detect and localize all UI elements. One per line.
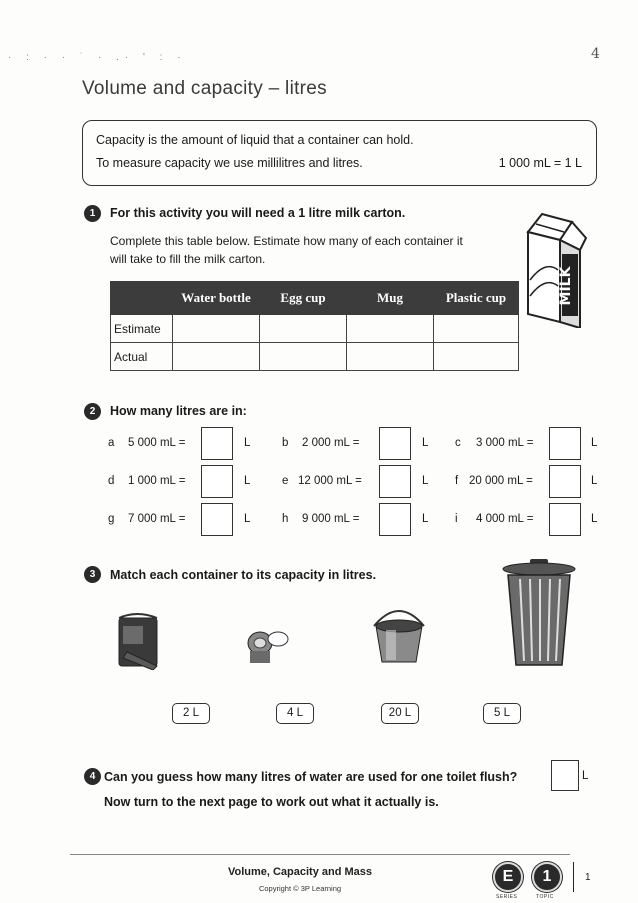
answer-box-b[interactable] — [379, 427, 411, 460]
item-letter: e — [282, 475, 289, 487]
footer-title: Volume, Capacity and Mass — [227, 866, 373, 878]
item-letter: b — [282, 437, 289, 449]
actual-plastic-cup-cell[interactable] — [434, 343, 519, 371]
estimate-water-bottle-cell[interactable] — [173, 315, 260, 343]
question-1-line-1: Complete this table below. Estimate how many of each container it — [110, 234, 463, 248]
footer-divider — [70, 854, 570, 855]
table-header-egg-cup: Egg cup — [260, 282, 347, 315]
toilet-flush-answer-box[interactable] — [551, 760, 579, 791]
question-1-instructions — [110, 232, 463, 268]
series-badge: E — [493, 862, 523, 892]
item-expression: 3 000 mL = — [476, 437, 534, 449]
capacity-option-5l[interactable]: 5 L — [483, 703, 521, 724]
item-expression: 2 000 mL = — [302, 437, 360, 449]
page-title: Volume and capacity – litres — [82, 78, 327, 99]
unit-label: L — [244, 475, 251, 487]
table-header-water-bottle: Water bottle — [173, 282, 260, 315]
item-expression: 20 000 mL = — [469, 475, 533, 487]
unit-label: L — [244, 513, 251, 525]
rubbish-bin-icon — [500, 557, 578, 669]
estimate-plastic-cup-cell[interactable] — [434, 315, 519, 343]
conversion-equation: 1 000 mL = 1 L — [498, 156, 582, 170]
row-label-estimate: Estimate — [111, 315, 173, 343]
capacity-option-4l[interactable]: 4 L — [276, 703, 314, 724]
item-letter: f — [455, 475, 459, 487]
item-letter: d — [108, 475, 115, 487]
milk-carton-label: MILK — [558, 266, 574, 306]
row-label-actual: Actual — [111, 343, 173, 371]
definition-line-1: Capacity is the amount of liquid that a container can hold. — [96, 133, 414, 147]
unit-label: L — [422, 437, 429, 449]
question-4-line-2: Now turn to the next page to work out what it actually is. — [104, 795, 439, 809]
item-letter: g — [108, 513, 115, 525]
estimate-table — [110, 281, 519, 371]
item-letter: h — [282, 513, 289, 525]
unit-label: L — [422, 513, 429, 525]
estimate-mug-cell[interactable] — [347, 315, 434, 343]
footer-separator — [573, 862, 574, 892]
bucket-icon — [368, 604, 430, 666]
actual-egg-cup-cell[interactable] — [260, 343, 347, 371]
item-expression: 7 000 mL = — [128, 513, 186, 525]
question-3-heading: Match each container to its capacity in litres. — [110, 568, 377, 582]
item-letter: i — [455, 513, 458, 525]
question-1-badge: 1 — [84, 205, 101, 222]
question-1-line-2: will take to fill the milk carton. — [110, 252, 266, 266]
estimate-egg-cup-cell[interactable] — [260, 315, 347, 343]
small-tin-icon — [242, 625, 292, 665]
item-expression: 5 000 mL = — [128, 437, 186, 449]
item-letter: c — [455, 437, 461, 449]
answer-box-i[interactable] — [549, 503, 581, 536]
question-3-badge: 3 — [84, 566, 101, 583]
actual-mug-cell[interactable] — [347, 343, 434, 371]
item-expression: 12 000 mL = — [298, 475, 362, 487]
table-row — [111, 343, 519, 371]
topic-label: TOPIC — [536, 894, 554, 900]
answer-box-c[interactable] — [549, 427, 581, 460]
question-2-heading: How many litres are in: — [110, 404, 247, 418]
capacity-definition-box — [82, 120, 597, 186]
question-1-heading: For this activity you will need a 1 litre milk carton. — [110, 206, 406, 220]
unit-label: L — [591, 513, 598, 525]
unit-label: L — [244, 437, 251, 449]
item-expression: 9 000 mL = — [302, 513, 360, 525]
answer-box-h[interactable] — [379, 503, 411, 536]
answer-box-g[interactable] — [201, 503, 233, 536]
capacity-option-20l[interactable]: 20 L — [381, 703, 419, 724]
capacity-option-2l[interactable]: 2 L — [172, 703, 210, 724]
unit-label: L — [591, 437, 598, 449]
scan-smudge: · : · · ˙ · .· ' : · — [8, 52, 187, 63]
answer-box-e[interactable] — [379, 465, 411, 498]
table-header-blank — [111, 282, 173, 315]
series-label: SERIES — [496, 894, 518, 900]
answer-box-a[interactable] — [201, 427, 233, 460]
handwritten-page-number: 4 — [591, 46, 600, 62]
unit-label: L — [422, 475, 429, 487]
footer-page-number: 1 — [585, 872, 591, 883]
question-4-badge: 4 — [84, 768, 101, 785]
table-header-row — [111, 282, 519, 315]
definition-line-2: To measure capacity we use millilitres and litres. — [96, 156, 363, 170]
actual-water-bottle-cell[interactable] — [173, 343, 260, 371]
table-header-plastic-cup: Plastic cup — [434, 282, 519, 315]
item-expression: 4 000 mL = — [476, 513, 534, 525]
table-row — [111, 315, 519, 343]
milk-carton-icon — [520, 210, 590, 328]
item-letter: a — [108, 437, 115, 449]
question-2-badge: 2 — [84, 403, 101, 420]
question-4-line-1: Can you guess how many litres of water are used for one toilet flush? — [104, 770, 518, 784]
answer-box-d[interactable] — [201, 465, 233, 498]
item-expression: 1 000 mL = — [128, 475, 186, 487]
topic-badge: 1 — [532, 862, 562, 892]
unit-label: L — [591, 475, 598, 487]
paint-tin-icon — [113, 612, 165, 670]
toilet-flush-unit: L — [582, 770, 589, 782]
footer-copyright: Copyright © 3P Learning — [258, 884, 342, 893]
table-header-mug: Mug — [347, 282, 434, 315]
answer-box-f[interactable] — [549, 465, 581, 498]
